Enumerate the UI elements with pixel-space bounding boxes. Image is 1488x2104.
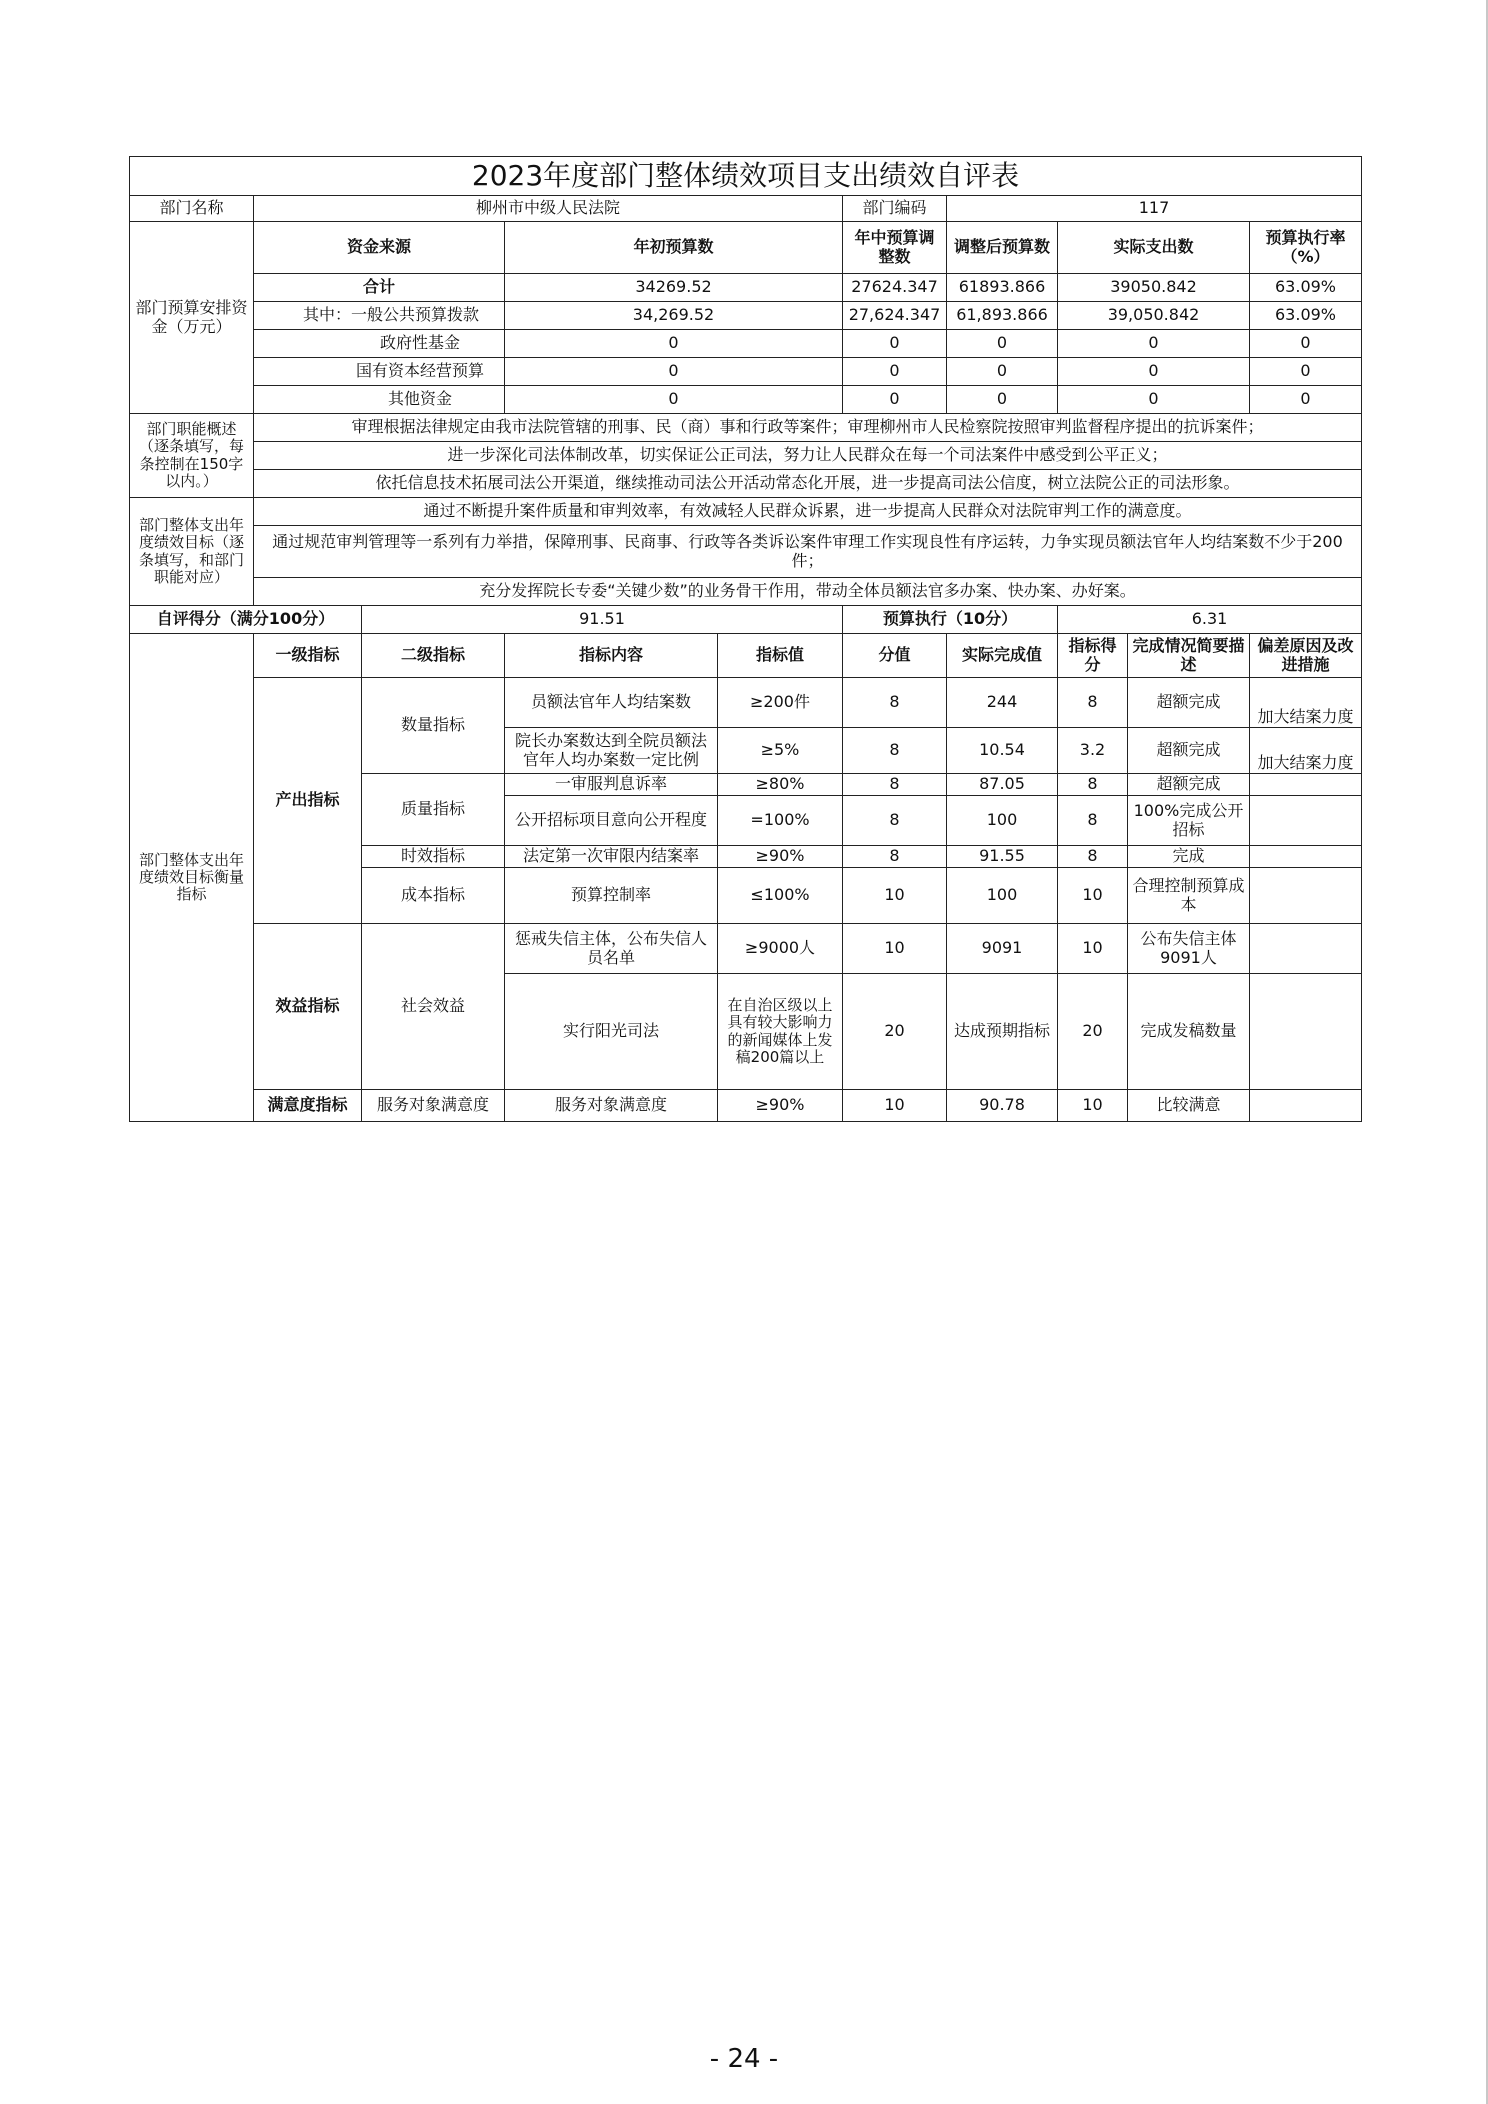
budget-rate: 0	[1250, 386, 1362, 414]
indicator-content: 预算控制率	[505, 868, 718, 924]
budget-rate: 0	[1250, 358, 1362, 386]
header-adjusted: 调整后预算数	[947, 222, 1058, 274]
indicator-row	[130, 678, 1362, 728]
indicator-content: 惩戒失信主体，公布失信人员名单	[505, 924, 718, 974]
indicator-content: 服务对象满意度	[505, 1090, 718, 1122]
budget-row-other	[130, 386, 1362, 414]
budget-source: 其中：一般公共预算拨款	[254, 302, 505, 330]
function-item: 审理根据法律规定由我市法院管辖的刑事、民（商）事和行政等案件；审理柳州市人民检察院按照审判监督程序提出的抗诉案件；	[254, 414, 1362, 442]
indicator-weight: 10	[843, 868, 947, 924]
self-score-label: 自评得分（满分100分）	[130, 606, 362, 634]
goal-item: 充分发挥院长专委“关键少数”的业务骨干作用，带动全体员额法官多办案、快办案、办好案。	[254, 578, 1362, 606]
indicator-score: 8	[1058, 678, 1128, 728]
budget-mid-adjust: 0	[843, 358, 947, 386]
indicator-row	[130, 924, 1362, 974]
header-score: 指标得分	[1058, 634, 1128, 678]
indicator-level1: 满意度指标	[254, 1090, 362, 1122]
header-description: 完成情况简要描述	[1128, 634, 1250, 678]
indicator-weight: 8	[843, 796, 947, 846]
indicator-description: 完成	[1128, 846, 1250, 868]
budget-actual: 39050.842	[1058, 274, 1250, 302]
function-item: 依托信息技术拓展司法公开渠道，继续推动司法公开活动常态化开展，进一步提高司法公信度，树立法院公正的司法形象。	[254, 470, 1362, 498]
indicator-content: 院长办案数达到全院员额法官年人均办案数一定比例	[505, 728, 718, 774]
indicator-score: 10	[1058, 1090, 1128, 1122]
page-number: - 24 -	[709, 2044, 779, 2074]
indicators-section-label: 部门整体支出年度绩效目标衡量指标	[130, 634, 254, 1122]
indicator-weight: 8	[843, 774, 947, 796]
budget-source: 合计	[254, 274, 505, 302]
goals-label: 部门整体支出年度绩效目标（逐条填写，和部门职能对应）	[130, 498, 254, 606]
indicator-weight: 20	[843, 974, 947, 1090]
indicator-weight: 10	[843, 924, 947, 974]
header-source: 资金来源	[254, 222, 505, 274]
goal-item: 通过规范审判管理等一系列有力举措，保障刑事、民商事、行政等各类诉讼案件审理工作实现良性有序运转，力争实现员额法官年人均结案数不少于200件；	[254, 526, 1362, 578]
indicator-description: 超额完成	[1128, 728, 1250, 774]
indicator-description: 比较满意	[1128, 1090, 1250, 1122]
indicator-score: 20	[1058, 974, 1128, 1090]
self-score-value: 91.51	[362, 606, 843, 634]
indicator-score: 8	[1058, 796, 1128, 846]
indicator-deviation: 加大结案力度	[1250, 678, 1362, 728]
indicator-target: ≥9000人	[718, 924, 843, 974]
indicator-actual: 87.05	[947, 774, 1058, 796]
indicator-actual: 100	[947, 796, 1058, 846]
budget-adjusted: 0	[947, 358, 1058, 386]
budget-mid-adjust: 27624.347	[843, 274, 947, 302]
indicator-level2: 质量指标	[362, 774, 505, 846]
header-level1: 一级指标	[254, 634, 362, 678]
budget-row-total	[130, 274, 1362, 302]
budget-exec-label: 预算执行（10分）	[843, 606, 1058, 634]
indicator-actual: 100	[947, 868, 1058, 924]
indicator-description: 完成发稿数量	[1128, 974, 1250, 1090]
indicator-description: 超额完成	[1128, 774, 1250, 796]
indicator-level1: 效益指标	[254, 924, 362, 1090]
header-weight: 分值	[843, 634, 947, 678]
indicator-score: 3.2	[1058, 728, 1128, 774]
header-rate: 预算执行率（%）	[1250, 222, 1362, 274]
header-mid-adjust: 年中预算调整数	[843, 222, 947, 274]
indicator-level2: 服务对象满意度	[362, 1090, 505, 1122]
indicator-level2: 时效指标	[362, 846, 505, 868]
indicator-content: 公开招标项目意向公开程度	[505, 796, 718, 846]
indicator-deviation	[1250, 796, 1362, 846]
budget-actual: 0	[1058, 386, 1250, 414]
indicator-target: ≤100%	[718, 868, 843, 924]
indicator-actual: 10.54	[947, 728, 1058, 774]
indicator-actual: 达成预期指标	[947, 974, 1058, 1090]
indicator-target: ≥80%	[718, 774, 843, 796]
budget-exec-value: 6.31	[1058, 606, 1362, 634]
indicator-content: 实行阳光司法	[505, 974, 718, 1090]
indicator-target: ≥200件	[718, 678, 843, 728]
budget-mid-adjust: 0	[843, 330, 947, 358]
budget-row-general	[130, 302, 1362, 330]
budget-initial: 0	[505, 358, 843, 386]
header-content: 指标内容	[505, 634, 718, 678]
functions-label: 部门职能概述（逐条填写，每条控制在150字以内。）	[130, 414, 254, 498]
header-actual: 实际支出数	[1058, 222, 1250, 274]
header-deviation: 偏差原因及改进措施	[1250, 634, 1362, 678]
function-item: 进一步深化司法体制改革，切实保证公正司法，努力让人民群众在每一个司法案件中感受到公平正义；	[254, 442, 1362, 470]
indicator-description: 100%完成公开招标	[1128, 796, 1250, 846]
budget-mid-adjust: 27,624.347	[843, 302, 947, 330]
indicator-weight: 8	[843, 678, 947, 728]
budget-source: 其他资金	[254, 386, 505, 414]
indicator-actual: 91.55	[947, 846, 1058, 868]
indicator-score: 8	[1058, 846, 1128, 868]
indicator-deviation	[1250, 974, 1362, 1090]
budget-adjusted: 0	[947, 386, 1058, 414]
budget-actual: 0	[1058, 358, 1250, 386]
indicator-target: =100%	[718, 796, 843, 846]
indicator-score: 10	[1058, 868, 1128, 924]
indicator-deviation	[1250, 1090, 1362, 1122]
indicator-deviation	[1250, 868, 1362, 924]
dept-name: 柳州市中级人民法院	[254, 196, 843, 222]
indicator-target: ≥90%	[718, 1090, 843, 1122]
header-level2: 二级指标	[362, 634, 505, 678]
budget-actual: 39,050.842	[1058, 302, 1250, 330]
header-target: 指标值	[718, 634, 843, 678]
budget-source: 政府性基金	[254, 330, 505, 358]
indicator-description: 超额完成	[1128, 678, 1250, 728]
indicator-actual: 90.78	[947, 1090, 1058, 1122]
budget-rate: 0	[1250, 330, 1362, 358]
indicator-actual: 244	[947, 678, 1058, 728]
indicator-score: 8	[1058, 774, 1128, 796]
evaluation-table	[129, 156, 1362, 1122]
indicator-description: 合理控制预算成本	[1128, 868, 1250, 924]
budget-rate: 63.09%	[1250, 274, 1362, 302]
budget-row-gov-fund	[130, 330, 1362, 358]
indicator-weight: 8	[843, 728, 947, 774]
indicator-deviation	[1250, 774, 1362, 796]
indicator-deviation: 加大结案力度	[1250, 728, 1362, 774]
indicator-row	[130, 1090, 1362, 1122]
dept-name-label: 部门名称	[130, 196, 254, 222]
goal-item: 通过不断提升案件质量和审判效率，有效减轻人民群众诉累，进一步提高人民群众对法院审判工作的满意度。	[254, 498, 1362, 526]
indicator-actual: 9091	[947, 924, 1058, 974]
indicator-weight: 8	[843, 846, 947, 868]
dept-code-label: 部门编码	[843, 196, 947, 222]
budget-adjusted: 61,893.866	[947, 302, 1058, 330]
indicator-level1: 产出指标	[254, 678, 362, 924]
indicator-content: 一审服判息诉率	[505, 774, 718, 796]
budget-initial: 34,269.52	[505, 302, 843, 330]
budget-adjusted: 61893.866	[947, 274, 1058, 302]
indicator-weight: 10	[843, 1090, 947, 1122]
budget-mid-adjust: 0	[843, 386, 947, 414]
indicator-level2: 社会效益	[362, 924, 505, 1090]
budget-initial: 0	[505, 330, 843, 358]
header-initial: 年初预算数	[505, 222, 843, 274]
indicator-score: 10	[1058, 924, 1128, 974]
indicator-deviation	[1250, 924, 1362, 974]
indicator-level2: 数量指标	[362, 678, 505, 774]
budget-actual: 0	[1058, 330, 1250, 358]
budget-source: 国有资本经营预算	[254, 358, 505, 386]
budget-row-state-capital	[130, 358, 1362, 386]
budget-adjusted: 0	[947, 330, 1058, 358]
indicator-target: ≥90%	[718, 846, 843, 868]
indicator-target: ≥5%	[718, 728, 843, 774]
indicator-content: 员额法官年人均结案数	[505, 678, 718, 728]
header-actual-value: 实际完成值	[947, 634, 1058, 678]
budget-section-label: 部门预算安排资金（万元）	[130, 222, 254, 414]
budget-initial: 34269.52	[505, 274, 843, 302]
budget-rate: 63.09%	[1250, 302, 1362, 330]
indicator-description: 公布失信主体9091人	[1128, 924, 1250, 974]
indicator-level2: 成本指标	[362, 868, 505, 924]
indicator-target: 在自治区级以上具有较大影响力的新闻媒体上发稿200篇以上	[718, 974, 843, 1090]
form-title: 2023年度部门整体绩效项目支出绩效自评表	[130, 157, 1362, 196]
indicator-deviation	[1250, 846, 1362, 868]
indicator-content: 法定第一次审限内结案率	[505, 846, 718, 868]
budget-initial: 0	[505, 386, 843, 414]
dept-code: 117	[947, 196, 1362, 222]
